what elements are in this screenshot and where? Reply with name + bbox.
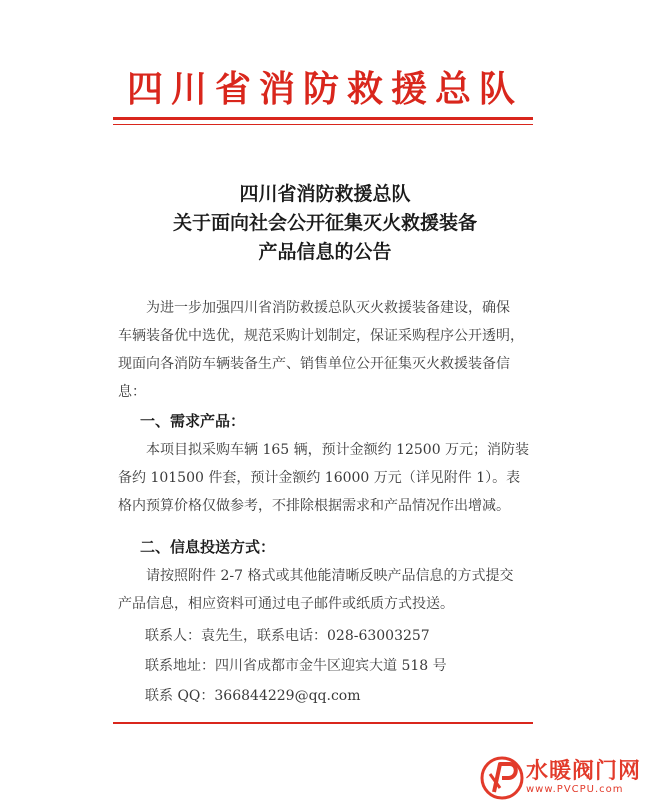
section1-line: 备约 101500 件套，预计金额约 16000 万元（详见附件 1）。表 [118, 470, 521, 486]
section2-line: 产品信息，相应资料可通过电子邮件或纸质方式投送。 [118, 596, 454, 612]
letterhead-org-name: 四川省消防救援总队 [126, 69, 523, 110]
section1-line: 格内预算价格仅做参考，不排除根据需求和产品情况作出增减。 [118, 498, 510, 514]
contact-address: 联系地址：四川省成都市金牛区迎宾大道 518 号 [145, 658, 447, 674]
footer-rule [113, 722, 533, 724]
watermark-url: www.PVCPU.com [526, 784, 624, 795]
intro-paragraph [118, 294, 538, 406]
section2-paragraph [118, 562, 538, 618]
pv-logo-icon [480, 752, 524, 800]
intro-line: 息： [118, 384, 146, 400]
intro-line: 为进一步加强四川省消防救援总队灭火救援装备建设，确保 [146, 300, 510, 316]
notice-title-line3: 产品信息的公告 [258, 241, 392, 263]
watermark-site-name: 水暖阀门网 [526, 759, 642, 784]
intro-line: 车辆装备优中选优，规范采购计划制定，保证采购程序公开透明， [118, 328, 524, 344]
letterhead-rule-thin [113, 124, 533, 125]
notice-title [0, 180, 650, 267]
section1-heading: 一、需求产品： [140, 412, 246, 430]
section1-line: 本项目拟采购车辆 165 辆，预计金额约 12500 万元；消防装 [146, 442, 530, 458]
section2-heading: 二、信息投送方式： [140, 538, 276, 556]
contact-person: 联系人：袁先生，联系电话：028-63003257 [145, 628, 430, 644]
letterhead-rule-thick [113, 117, 533, 120]
watermark [480, 752, 648, 804]
notice-title-line2: 关于面向社会公开征集灭火救援装备 [172, 212, 477, 234]
contact-qq: 联系 QQ：366844229@qq.com [145, 688, 361, 704]
intro-line: 现面向各消防车辆装备生产、销售单位公开征集灭火救援装备信 [118, 356, 510, 372]
section1-paragraph [118, 436, 538, 520]
notice-title-line1: 四川省消防救援总队 [239, 183, 411, 205]
section2-line: 请按照附件 2-7 格式或其他能清晰反映产品信息的方式提交 [146, 568, 514, 584]
